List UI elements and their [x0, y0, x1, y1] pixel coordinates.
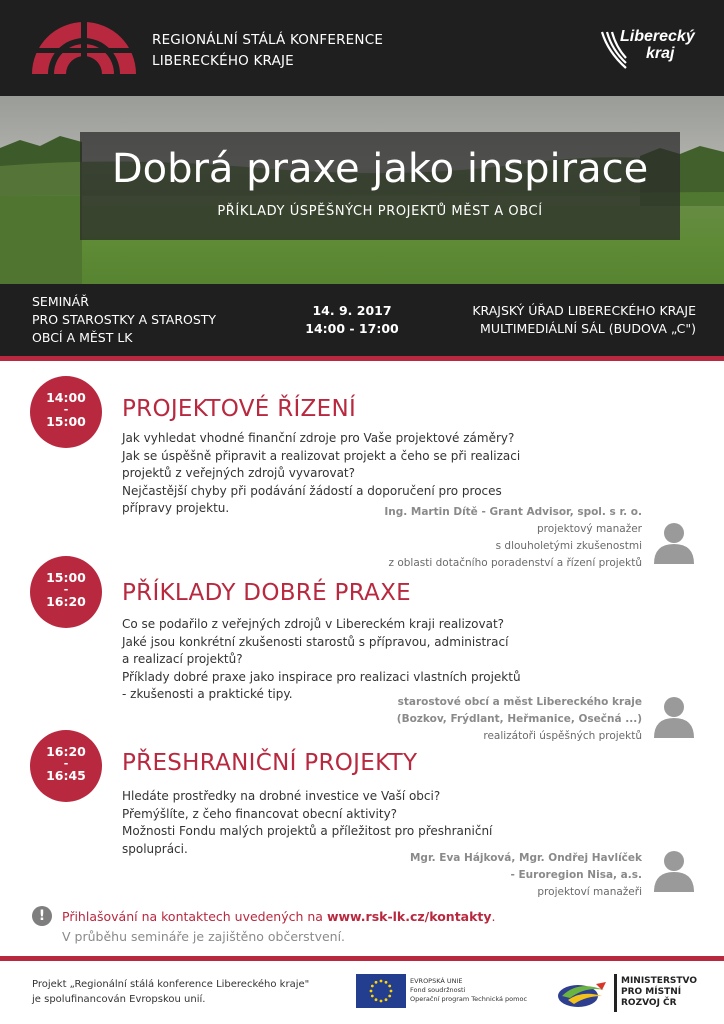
section-description: [122, 616, 522, 704]
speaker-name: - Euroregion Nisa, a.s.: [510, 869, 642, 881]
description-line: Jak vyhledat vhodné finanční zdroje pro Vaše projektové záměry?: [122, 431, 515, 445]
org-title-line1: REGIONÁLNÍ STÁLÁ KONFERENCE: [152, 32, 384, 48]
mmr-line2: PRO MÍSTNÍ: [621, 987, 682, 997]
section-description: [122, 788, 522, 858]
eu-line1: EVROPSKÁ UNIE: [410, 977, 463, 985]
description-line: Hledáte prostředky na drobné investice ve Vaší obci?: [122, 789, 441, 803]
lk-logo-line1: Liberecký: [620, 28, 695, 45]
registration-suffix: .: [491, 909, 496, 924]
time-badge: [30, 556, 102, 628]
description-line: projektů z veřejných zdrojů vyvarovat?: [122, 466, 356, 480]
speaker-name: (Bozkov, Frýdlant, Heřmanice, Osečná ...): [396, 713, 642, 725]
mmr-line3: ROZVOJ ČR: [621, 998, 677, 1008]
mmr-logo-icon: [556, 976, 612, 1010]
event-date: 14. 9. 2017: [312, 303, 392, 318]
speaker-name: starostové obcí a měst Libereckého kraje: [397, 696, 642, 708]
org-title-line2: LIBERECKÉHO KRAJE: [152, 53, 294, 69]
date-time-info: [300, 302, 404, 338]
section-title: PŘESHRANIČNÍ PROJEKTY: [122, 750, 418, 776]
description-line: Možnosti Fondu malých projektů a příležitost pro přeshraniční: [122, 824, 493, 838]
hero-title-box: [80, 132, 680, 240]
time-dash: -: [63, 583, 69, 596]
speaker-role: projektový manažer: [537, 523, 642, 535]
divider-red-bottom: [0, 956, 724, 961]
cofinancing-note: [32, 977, 309, 1007]
section-title: PŘÍKLADY DOBRÉ PRAXE: [122, 580, 411, 606]
description-line: a realizací projektů?: [122, 652, 243, 666]
venue-info: [440, 302, 696, 338]
description-line: Co se podařilo z veřejných zdrojů v Libereckém kraji realizovat?: [122, 617, 505, 631]
registration-text: Přihlašování na kontaktech uvedených na: [62, 909, 327, 924]
eu-line2: Fond soudržnosti: [410, 986, 466, 994]
description-line: Nejčastější chyby při podávání žádostí a doporučení pro proces: [122, 483, 502, 498]
event-info-bar: [0, 284, 724, 356]
speaker-info: [340, 504, 642, 572]
venue-line1: KRAJSKÝ ÚŘAD LIBERECKÉHO KRAJE: [472, 303, 696, 318]
hero-title: Dobrá praxe jako inspirace: [111, 146, 649, 192]
speaker-role: s dlouholetými zkušenostmi: [495, 540, 642, 552]
speaker-role: realizátoři úspěšných projektů: [483, 730, 642, 742]
mmr-text: [621, 976, 697, 1009]
description-line: - zkušenosti a praktické tipy.: [122, 687, 293, 701]
person-icon: [652, 694, 696, 738]
audience-line3: OBCÍ A MĚST LK: [32, 330, 133, 345]
description-line: přípravy projektu.: [122, 501, 230, 515]
time-badge: [30, 376, 102, 448]
hero-banner: [0, 96, 724, 284]
time-start: 15:00: [46, 570, 86, 585]
registration-notice: [62, 909, 496, 924]
time-start: 14:00: [46, 390, 86, 405]
time-badge: [30, 730, 102, 802]
contacts-link[interactable]: www.rsk-lk.cz/kontakty: [326, 909, 492, 924]
time-dash: -: [63, 757, 69, 770]
speaker-name: Ing. Martin Dítě - Grant Advisor, spol. s r. o.: [384, 506, 642, 518]
org-title: [152, 30, 383, 72]
speaker-info: [340, 694, 642, 745]
speaker-role: z oblasti dotačního poradenství a řízení projektů: [388, 557, 642, 569]
speaker-role: projektoví manažeři: [537, 886, 642, 898]
hero-subtitle: PŘÍKLADY ÚSPĚŠNÝCH PROJEKTŮ MĚST A OBCÍ: [217, 204, 543, 219]
speaker-info: [340, 850, 642, 901]
rsk-logo-icon: [28, 18, 140, 76]
cofinancing-line1: Projekt „Regionální stálá konference Libereckého kraje": [32, 979, 310, 990]
exclamation-icon: !: [32, 906, 52, 926]
time-dash: -: [63, 403, 69, 416]
divider-red: [0, 356, 724, 361]
event-time: 14:00 - 17:00: [305, 321, 399, 336]
cofinancing-line2: je spolufinancován Evropskou unií.: [32, 994, 206, 1005]
description-line: Jaké jsou konkrétní zkušenosti starostů s přípravou, administrací: [122, 634, 509, 649]
audience-line2: PRO STAROSTKY A STAROSTY: [32, 312, 217, 327]
time-end: 16:20: [46, 594, 86, 609]
person-icon: [652, 848, 696, 892]
description-line: spolupráci.: [122, 841, 188, 856]
venue-line2: MULTIMEDIÁLNÍ SÁL (BUDOVA „C"): [480, 321, 696, 336]
speaker-name: Mgr. Eva Hájková, Mgr. Ondřej Havlíček: [409, 852, 642, 864]
eu-line3: Operační program Technická pomoc: [410, 995, 528, 1003]
liberecky-kraj-logo: [598, 26, 698, 72]
section-title: PROJEKTOVÉ ŘÍZENÍ: [122, 396, 357, 422]
eu-flag-icon: [356, 974, 406, 1008]
audience-info: [32, 293, 216, 347]
mmr-divider: [614, 974, 617, 1012]
person-icon: [652, 520, 696, 564]
header: [0, 0, 724, 96]
description-line: Příklady dobré praxe jako inspirace pro realizaci vlastních projektů: [122, 669, 521, 684]
time-start: 16:20: [46, 744, 86, 759]
audience-line1: SEMINÁŘ: [32, 294, 89, 309]
eu-program-text: [410, 977, 527, 1004]
description-line: Jak se úspěšně připravit a realizovat projekt a čeho se při realizaci: [122, 448, 521, 463]
time-end: 15:00: [46, 414, 86, 429]
refreshment-notice: V průběhu semináře je zajištěno občerstvení.: [62, 929, 346, 944]
time-end: 16:45: [46, 768, 86, 783]
mmr-line1: MINISTERSTVO: [621, 976, 697, 986]
description-line: Přemýšlíte, z čeho financovat obecní aktivity?: [122, 806, 398, 821]
lk-logo-line2: kraj: [646, 45, 675, 62]
